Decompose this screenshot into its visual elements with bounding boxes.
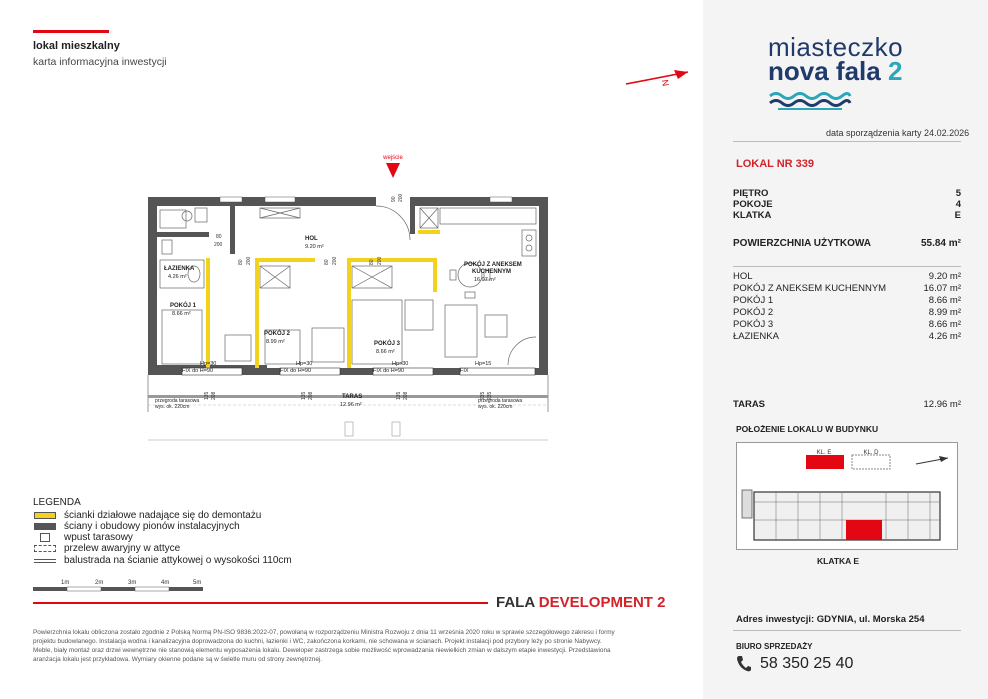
stair-row: KLATKA E xyxy=(733,210,961,221)
logo-text-top: miasteczko xyxy=(768,32,904,62)
date-label: data sporządzenia karty 24.02.2026 xyxy=(826,128,970,138)
rooms-list-divider xyxy=(733,266,961,267)
svg-text:80: 80 xyxy=(238,259,244,265)
svg-text:208: 208 xyxy=(403,391,409,400)
plan-przegroda-left-2: wys. ok. 220cm xyxy=(155,404,190,410)
room-row: HOL 9.20 m² xyxy=(733,271,961,282)
sales-phone: 58 350 25 40 xyxy=(760,655,854,672)
svg-text:4m: 4m xyxy=(161,580,170,586)
svg-text:135: 135 xyxy=(396,391,402,400)
svg-text:235: 235 xyxy=(487,391,493,400)
plan-pokoj3-area: 8.66 m² xyxy=(376,349,395,355)
room-row: POKÓJ 1 8.66 m² xyxy=(733,295,961,306)
svg-text:200: 200 xyxy=(398,193,404,202)
header-title: lokal mieszkalny xyxy=(33,40,120,52)
plan-przegroda-left-1: przegroda tarasowa xyxy=(155,398,200,404)
plan-taras-label: TARAS xyxy=(342,394,363,400)
svg-text:80: 80 xyxy=(369,259,375,265)
kl-d-label: KL. D xyxy=(863,450,879,456)
drain-icon xyxy=(40,533,50,542)
plan-aneks-label-1: POKÓJ Z ANEKSEM xyxy=(464,262,522,268)
disclaimer-line: Powierzchnia lokalu obliczona zostało zgodnie z Polską Normą PN-ISO 9836:2022-07, powołaną w rozporządzeniu Ministra Rozwoju z dnia 11 września 2020 roku w sprawie szczegółowego zakresu i formy xyxy=(33,629,615,636)
header-subtitle: karta informacyjna inwestycji xyxy=(33,56,167,68)
plan-fix-2: FIX do H=90 xyxy=(280,368,312,374)
plan-hp-4: Hp=15 xyxy=(475,361,492,367)
phone-icon xyxy=(736,655,752,673)
floor-plan xyxy=(140,150,560,445)
plan-przegroda-right-1: przegroda tarasowa xyxy=(478,398,523,404)
sales-label: BIURO SPRZEDAŻY xyxy=(736,642,813,651)
room-row: POKÓJ 2 8.99 m² xyxy=(733,307,961,318)
svg-text:208: 208 xyxy=(211,391,217,400)
entrance-icon xyxy=(386,163,400,178)
svg-text:200: 200 xyxy=(377,256,383,265)
legend-item-drain: wpust tarasowy xyxy=(34,532,133,543)
svg-text:90: 90 xyxy=(391,196,397,202)
svg-text:200: 200 xyxy=(332,256,338,265)
date-divider xyxy=(733,141,961,142)
plan-hp-2: Hp=30 xyxy=(296,361,313,367)
svg-text:235: 235 xyxy=(480,391,486,400)
plan-pokoj2-label: POKÓJ 2 xyxy=(264,331,291,337)
svg-text:80: 80 xyxy=(216,234,222,240)
svg-text:200: 200 xyxy=(246,256,252,265)
developer-logo: FALA DEVELOPMENT 2 xyxy=(496,594,666,611)
scale-bar xyxy=(33,576,213,596)
legend-grey-swatch xyxy=(34,523,56,530)
svg-text:1m: 1m xyxy=(61,580,70,586)
legend-item-demount: ścianki działowe nadające się do demontażu xyxy=(34,510,261,521)
room-row: POKÓJ 3 8.66 m² xyxy=(733,319,961,330)
legend-item-installation: ściany i obudowy pionów instalacyjnych xyxy=(34,521,240,532)
railing-icon xyxy=(34,559,56,563)
disclaimer-line: projektu budowlanego. Instalacja wodna i kanalizacyjna doprowadzona do kuchni, łazienki i WC, zakończona korkami, nie schowana w ścianach. Projekt instalacji pod przybory leży po stronie Nabywcy. xyxy=(33,638,602,645)
svg-text:80: 80 xyxy=(324,259,330,265)
plan-fix-3: FIX do H=90 xyxy=(373,368,405,374)
plan-lazienka-area: 4.26 m² xyxy=(168,274,187,280)
disclaimer-line: Meble, biały montaż oraz drzwi wewnętrzne nie stanowią elementu wyposażenia lokalu. Deweloper zastrzega sobie możliwość wprowadzania niewielkich zmian w dalszym etapie inwestycji. Przedstawiona xyxy=(33,647,611,654)
address-divider xyxy=(733,630,961,631)
plan-fix-1: FIX do H=90 xyxy=(182,368,214,374)
plan-aneks-label-2: KUCHENNYM xyxy=(472,269,511,275)
location-title: POŁOŻENIE LOKALU W BUDYNKU xyxy=(736,424,879,434)
plan-pokoj1-label: POKÓJ 1 xyxy=(170,303,197,309)
plan-hol-label: HOL xyxy=(305,236,318,242)
compass-letter: N xyxy=(659,78,671,87)
plan-przegroda-right-2: wys. ok. 220cm xyxy=(478,404,513,410)
area-row: POWIERZCHNIA UŻYTKOWA 55.84 m² xyxy=(733,238,961,249)
developer-red-line xyxy=(33,602,488,604)
plan-taras-area: 12.96 m² xyxy=(340,402,362,408)
svg-text:200: 200 xyxy=(214,242,223,248)
header-accent-line xyxy=(33,30,109,33)
svg-text:5m: 5m xyxy=(193,580,202,586)
legend-item-overflow: przelew awaryjny w attyce xyxy=(34,543,180,554)
overflow-icon xyxy=(34,545,56,552)
logo-waves-icon xyxy=(768,90,852,112)
logo-text-bottom xyxy=(768,56,902,87)
plan-hp-3: Hp=30 xyxy=(392,361,409,367)
disclaimer-line: aranżacja lokalu jest przykładowa. Wymiary okienne podane są w świetle muru od strony zewnętrznej. xyxy=(33,656,323,663)
legend-yellow-swatch xyxy=(34,512,56,519)
svg-text:135: 135 xyxy=(301,391,307,400)
room-row: ŁAZIENKA 4.26 m² xyxy=(733,331,961,342)
plan-pokoj2-area: 8.99 m² xyxy=(266,339,285,345)
legend-title: LEGENDA xyxy=(33,497,81,508)
investment-address: Adres inwestycji: GDYNIA, ul. Morska 254 xyxy=(736,614,925,625)
svg-text:208: 208 xyxy=(308,391,314,400)
svg-text:3m: 3m xyxy=(128,580,137,586)
logo-name: nova fala xyxy=(768,56,881,86)
plan-hol-area: 9.20 m² xyxy=(305,244,324,250)
plan-fix-4: FIX xyxy=(460,368,469,374)
terrace-row: TARAS 12.96 m² xyxy=(733,399,961,410)
klatka-label: KLATKA E xyxy=(817,556,860,566)
legend-item-railing: balustrada na ścianie attykowej o wysokości 110cm xyxy=(34,555,292,566)
plan-pokoj1-area: 8.66 m² xyxy=(172,311,191,317)
plan-hp-1: Hp=30 xyxy=(200,361,217,367)
plan-aneks-area: 16.07 m² xyxy=(474,277,496,283)
building-location-map xyxy=(736,442,958,550)
entrance-label: wejście xyxy=(383,155,403,161)
kl-e-label: KL. E xyxy=(816,450,832,456)
lokal-number: LOKAL NR 339 xyxy=(736,158,815,170)
svg-text:135: 135 xyxy=(204,391,210,400)
compass-icon xyxy=(622,62,694,92)
floor-row: PIĘTRO 5 xyxy=(733,188,961,199)
svg-text:2m: 2m xyxy=(95,580,104,586)
room-row: POKÓJ Z ANEKSEM KUCHENNYM 16.07 m² xyxy=(733,283,961,294)
plan-lazienka-label: ŁAZIENKA xyxy=(164,266,195,272)
plan-pokoj3-label: POKÓJ 3 xyxy=(374,341,401,347)
disclaimer xyxy=(33,628,653,664)
logo-number: 2 xyxy=(887,56,903,86)
rooms-row: POKOJE 4 xyxy=(733,199,961,210)
